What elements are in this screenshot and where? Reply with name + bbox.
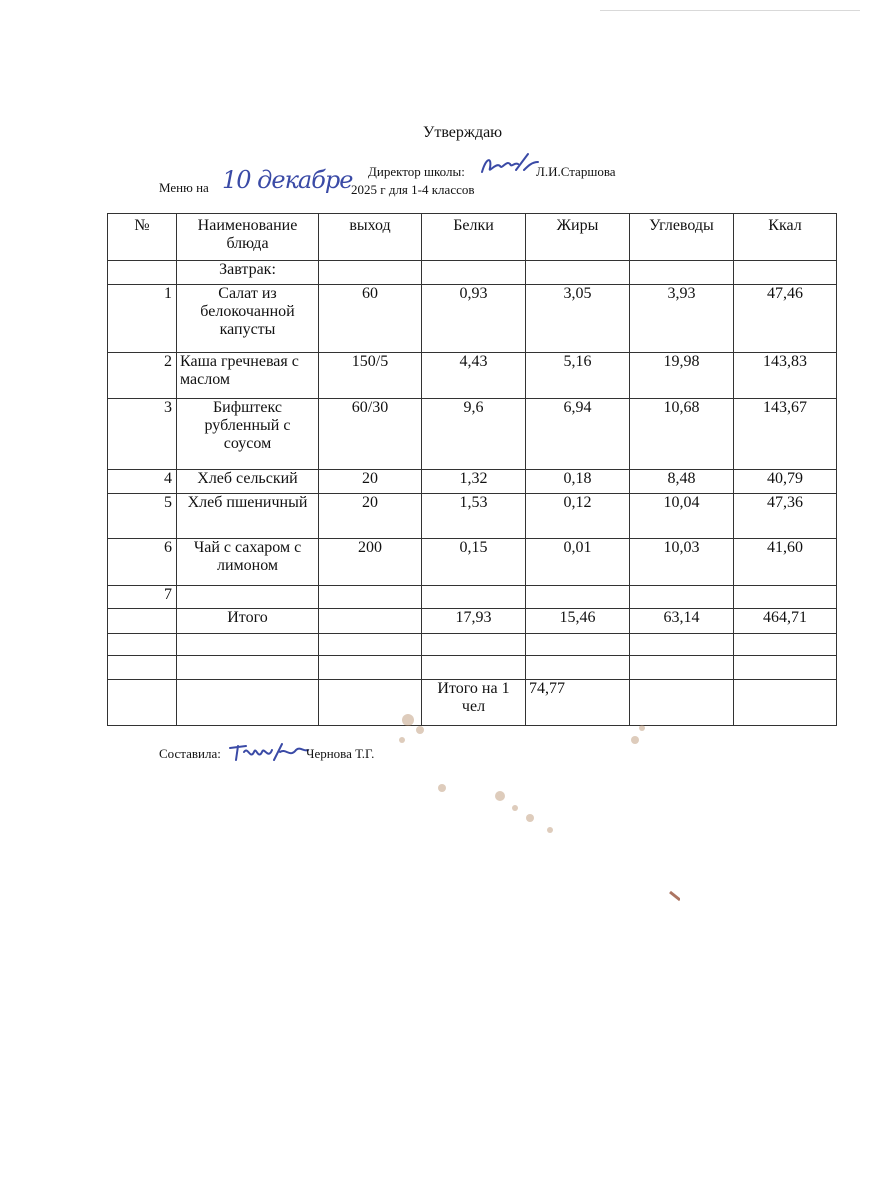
table-row: [108, 353, 837, 399]
menu-year-classes: 2025 г для 1-4 классов: [351, 182, 475, 197]
total-label: Итого: [177, 609, 319, 634]
dish-carbs: 10,03: [630, 539, 734, 586]
dish-carbs: 8,48: [630, 470, 734, 494]
dish-carbs: 3,93: [630, 285, 734, 353]
dish-carbs: 10,68: [630, 399, 734, 470]
dish-name: Салат из белокочанной капусты: [177, 285, 319, 353]
dish-kcal: 40,79: [734, 470, 837, 494]
table-row: [108, 494, 837, 539]
empty-row: [108, 634, 837, 656]
compiler-signature: [228, 738, 310, 768]
dish-fat: 6,94: [526, 399, 630, 470]
row-number: 7: [108, 586, 177, 609]
dish-fat: 3,05: [526, 285, 630, 353]
row-number: 6: [108, 539, 177, 586]
col-header-carbs: Углеводы: [630, 214, 734, 261]
table-row: [108, 285, 837, 353]
dish-protein: 1,53: [422, 494, 526, 539]
table-row: [108, 539, 837, 586]
empty-row: [108, 656, 837, 680]
dish-fat: 0,18: [526, 470, 630, 494]
dish-yield: 150/5: [319, 353, 422, 399]
director-name: Л.И.Старшова: [536, 164, 616, 179]
total-carbs: 63,14: [630, 609, 734, 634]
per-person-label: Итого на 1 чел: [422, 680, 526, 726]
dish-kcal: 143,67: [734, 399, 837, 470]
col-header-yield: выход: [319, 214, 422, 261]
dish-carbs: 19,98: [630, 353, 734, 399]
dish-name: Бифштекс рубленный с соусом: [177, 399, 319, 470]
table-header-row: [108, 214, 837, 261]
dish-protein: 1,32: [422, 470, 526, 494]
total-protein: 17,93: [422, 609, 526, 634]
dish-protein: 0,93: [422, 285, 526, 353]
table-row: [108, 399, 837, 470]
dish-kcal: 41,60: [734, 539, 837, 586]
dish-yield: 20: [319, 494, 422, 539]
col-header-kcal: Ккал: [734, 214, 837, 261]
handwritten-date: 10 декабре: [222, 166, 353, 194]
dish-fat: 0,12: [526, 494, 630, 539]
dish-fat: 0,01: [526, 539, 630, 586]
row-number: 2: [108, 353, 177, 399]
dish-protein: 9,6: [422, 399, 526, 470]
total-row: [108, 609, 837, 634]
dish-protein: 0,15: [422, 539, 526, 586]
scan-edge-line: [600, 10, 860, 11]
row-number: 5: [108, 494, 177, 539]
total-fat: 15,46: [526, 609, 630, 634]
dish-yield: 20: [319, 470, 422, 494]
menu-table: [107, 213, 837, 726]
dish-kcal: 47,36: [734, 494, 837, 539]
dish-kcal: 47,46: [734, 285, 837, 353]
compiler-name: Чернова Т.Г.: [306, 746, 375, 761]
dish-fat: 5,16: [526, 353, 630, 399]
col-header-name: Наименование блюда: [177, 214, 319, 261]
director-label: Директор школы:: [368, 164, 465, 179]
dish-name: Чай с сахаром с лимоном: [177, 539, 319, 586]
dish-name: Каша гречневая с маслом: [177, 353, 319, 399]
dish-protein: 4,43: [422, 353, 526, 399]
per-person-value: 74,77: [526, 680, 630, 726]
dish-name: Хлеб сельский: [177, 470, 319, 494]
menu-label: Меню на: [159, 180, 209, 195]
col-header-protein: Белки: [422, 214, 526, 261]
compiled-by-label: Составила:: [159, 746, 221, 761]
dish-kcal: 143,83: [734, 353, 837, 399]
col-header-number: №: [108, 214, 177, 261]
dish-name: Хлеб пшеничный: [177, 494, 319, 539]
dish-yield: 60/30: [319, 399, 422, 470]
dish-yield: 200: [319, 539, 422, 586]
table-row: [108, 470, 837, 494]
row-number: 1: [108, 285, 177, 353]
dish-carbs: 10,04: [630, 494, 734, 539]
row-number: 4: [108, 470, 177, 494]
section-label: Завтрак:: [177, 261, 319, 285]
total-kcal: 464,71: [734, 609, 837, 634]
dish-yield: 60: [319, 285, 422, 353]
row-number: 3: [108, 399, 177, 470]
director-signature: [478, 150, 540, 180]
approval-heading: Утверждаю: [423, 124, 503, 141]
table-row: [108, 586, 837, 609]
section-row: [108, 261, 837, 285]
paper-stains: [380, 700, 680, 920]
col-header-fat: Жиры: [526, 214, 630, 261]
